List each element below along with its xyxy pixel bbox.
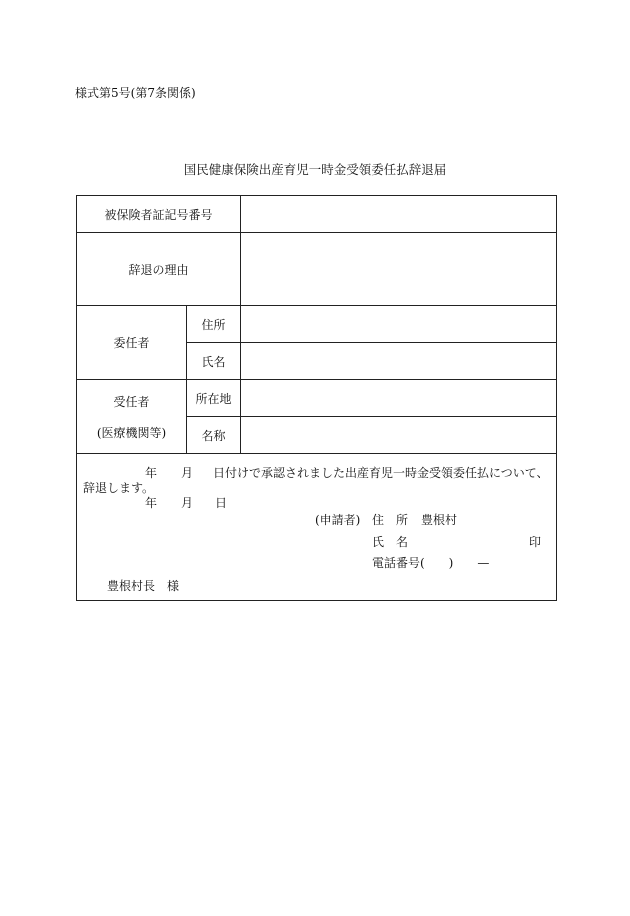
delegator-address-field[interactable]	[241, 306, 557, 343]
delegator-name-field[interactable]	[241, 343, 557, 380]
reason-field[interactable]	[241, 233, 557, 306]
seal-mark: 印	[529, 535, 542, 549]
delegator-name-label: 氏名	[187, 343, 241, 380]
applicant-label: (申請者)	[315, 513, 361, 527]
addressee: 豊根村長 様	[107, 579, 180, 593]
phone-label: 電話番号( ) —	[372, 556, 490, 570]
insured-number-label: 被保険者証記号番号	[77, 196, 241, 233]
statement-cell	[77, 454, 557, 601]
insured-number-field[interactable]	[241, 196, 557, 233]
delegate-location-field[interactable]	[241, 380, 557, 417]
delegate-label: 受任者	[113, 394, 150, 409]
date-month: 月	[181, 496, 194, 510]
delegate-location-label: 所在地	[187, 380, 241, 417]
delegate-label-cell	[77, 380, 187, 454]
approval-month: 月	[181, 466, 194, 480]
date-year: 年	[145, 496, 158, 510]
statement-line2: 辞退します。	[83, 481, 155, 495]
approval-year: 年	[145, 466, 158, 480]
applicant-name-label: 氏 名	[372, 535, 409, 549]
applicant-address-value: 豊根村	[421, 513, 458, 527]
delegate-name-label: 名称	[187, 417, 241, 454]
delegate-name-field[interactable]	[241, 417, 557, 454]
delegator-address-label: 住所	[187, 306, 241, 343]
applicant-address-label: 住 所	[372, 513, 409, 527]
delegate-sublabel: (医療機関等)	[96, 425, 167, 440]
statement-line1: 日付けで承認されました出産育児一時金受領委任払について、	[213, 466, 549, 480]
date-day: 日	[215, 496, 228, 510]
form-number: 様式第5号(第7条関係)	[75, 86, 196, 100]
document-title: 国民健康保険出産育児一時金受領委任払辞退届	[183, 162, 447, 177]
application-form-table	[76, 195, 557, 601]
delegator-label: 委任者	[77, 306, 187, 380]
reason-label: 辞退の理由	[77, 233, 241, 306]
